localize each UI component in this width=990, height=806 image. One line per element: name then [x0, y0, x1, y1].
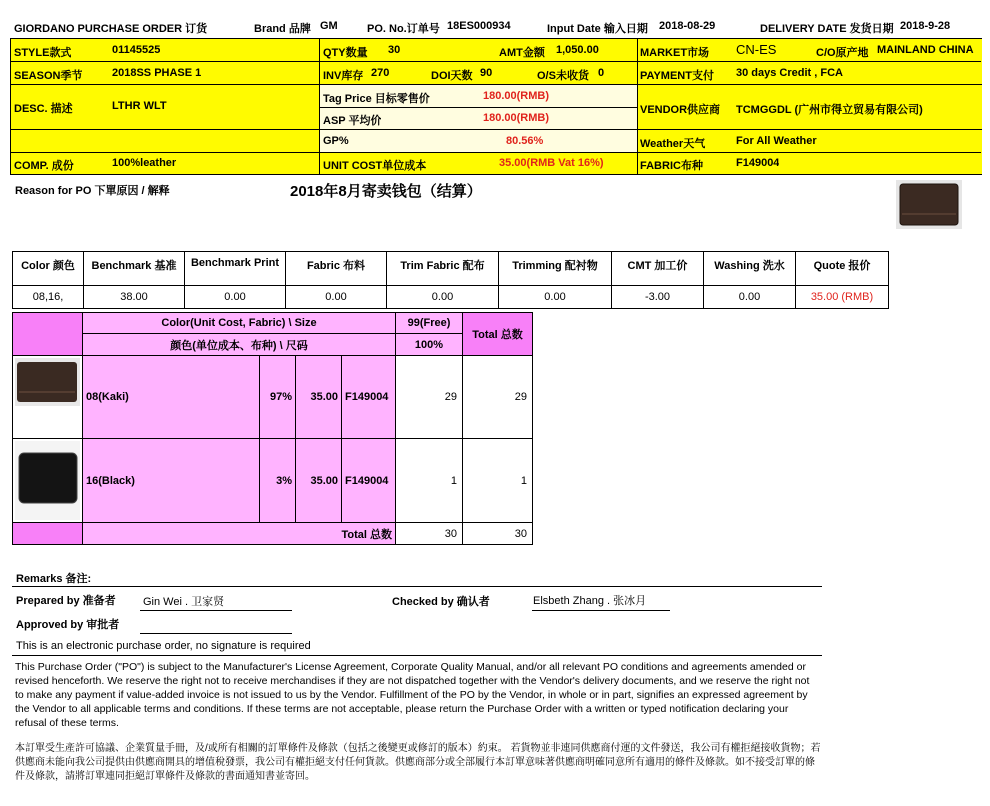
gp-label: GP% — [323, 135, 349, 147]
col-washing: Washing 洗水 — [704, 252, 796, 286]
electronic-note: This is an electronic purchase order, no signature is required — [16, 640, 311, 652]
cost-cmt: -3.00 — [612, 286, 704, 309]
total-row-blank — [12, 522, 83, 545]
desc-label: DESC. 描述 — [14, 103, 73, 115]
style-value: 01145525 — [112, 44, 161, 56]
origin-label: C/O原产地 — [816, 47, 869, 59]
gp-value: 80.56% — [506, 135, 544, 147]
po-number-label: PO. No.订单号 — [367, 23, 440, 35]
row1-image-cell — [12, 355, 83, 439]
market-label: MARKET市场 — [640, 47, 710, 59]
inv-value: 270 — [371, 67, 390, 79]
po-number-value: 18ES000934 — [447, 20, 511, 32]
cost-quote: 35.00 (RMB) — [796, 286, 889, 309]
terms-english: This Purchase Order ("PO") is subject to the Manufacturer's License Agreement, Corporate Quality Manual, and/or all relevant PO conditions and agreements amended or revised henceforth. We reserve the right not to receive merchandises if they are not dispatched together with the Vendor's delivery documents, and we reserve the right not to make any payment if value-added invoice is not issued to us by the Vendor. Fulfillment of the PO by the Vendor, in whole or in part, signifies an expressed agreement by the Vendor to all applicable terms and conditions. If these terms are not acceptable, please return the Purchase Order with a written or typed notification declaring your refusal of these terms. — [15, 661, 810, 729]
cost-trimming: 0.00 — [499, 286, 612, 309]
comp-value: 100%leather — [112, 157, 177, 169]
amt-label: AMT金额 — [499, 47, 545, 59]
tag-price-value: 180.00(RMB) — [483, 90, 550, 102]
po-description-title: 2018年8月寄卖钱包（结算） — [290, 183, 482, 200]
cost-color: 08,16, — [13, 286, 84, 309]
row2-pct: 3% — [259, 438, 296, 523]
header-color-size: Color(Unit Cost, Fabric) \ Size — [82, 312, 396, 334]
inv-label: INV库存 — [323, 70, 364, 82]
asp-value: 180.00(RMB) — [483, 112, 550, 124]
col-trimming: Trimming 配衬物 — [499, 252, 612, 286]
fabric-label: FABRIC布种 — [640, 160, 703, 172]
prepared-by-value: Gin Wei . 卫家贤 — [143, 596, 225, 608]
row1-pct: 97% — [259, 355, 296, 439]
unit-cost-label: UNIT COST单位成本 — [323, 160, 427, 172]
os-value: 0 — [598, 67, 605, 79]
row2-qty: 1 — [395, 438, 463, 523]
row2-total: 1 — [462, 438, 533, 523]
approved-by-underline — [140, 633, 292, 634]
header-size-free: 99(Free) — [395, 312, 463, 334]
brand-value: GM — [320, 20, 338, 32]
row1-cost: 35.00 — [295, 355, 342, 439]
checked-by-label: Checked by 确认者 — [392, 596, 490, 608]
season-value: 2018SS PHASE 1 — [112, 67, 202, 79]
total-row-qty: 30 — [395, 522, 463, 545]
col-benchmark-print: Benchmark Print — [185, 252, 286, 286]
cost-fabric: 0.00 — [286, 286, 387, 309]
col-trim-fabric: Trim Fabric 配布 — [387, 252, 499, 286]
weather-value: For All Weather — [736, 135, 817, 147]
row1-total: 29 — [462, 355, 533, 439]
cost-benchmark-print: 0.00 — [185, 286, 286, 309]
header-color-size-cn: 颜色(单位成本、布种) \ 尺码 — [82, 333, 396, 356]
row2-fabric: F149004 — [341, 438, 396, 523]
delivery-date-label: DELIVERY DATE 发货日期 — [760, 23, 894, 35]
checked-by-underline — [532, 610, 670, 611]
checked-by-value: Elsbeth Zhang . 张冰月 — [533, 595, 647, 607]
wallet-black-image — [13, 439, 82, 522]
payment-value: 30 days Credit , FCA — [736, 67, 843, 79]
po-header — [14, 20, 974, 36]
payment-label: PAYMENT支付 — [640, 70, 714, 82]
po-title-header: GIORDANO PURCHASE ORDER 订货 — [14, 23, 208, 35]
market-value: CN-ES — [736, 42, 777, 57]
os-label: O/S未收货 — [537, 70, 589, 82]
reason-label: Reason for PO 下單原因 / 解释 — [15, 185, 170, 197]
comp-label: COMP. 成份 — [14, 160, 74, 172]
row1-qty: 29 — [395, 355, 463, 439]
row1-color: 08(Kaki) — [82, 355, 260, 439]
row2-cost: 35.00 — [295, 438, 342, 523]
total-row-total: 30 — [462, 522, 533, 545]
season-label: SEASON季节 — [14, 70, 83, 82]
remarks-divider — [12, 586, 822, 587]
col-fabric: Fabric 布料 — [286, 252, 387, 286]
amt-value: 1,050.00 — [556, 44, 599, 56]
cost-benchmark: 38.00 — [84, 286, 185, 309]
col-benchmark: Benchmark 基准 — [84, 252, 185, 286]
input-date-value: 2018-08-29 — [659, 20, 716, 32]
col-cmt: CMT 加工价 — [612, 252, 704, 286]
doi-label: DOI天数 — [431, 70, 473, 82]
col-quote: Quote 报价 — [796, 252, 889, 286]
wallet-kaki-image — [13, 356, 82, 438]
tag-price-label: Tag Price 目标零售价 — [323, 93, 430, 105]
brand-label: Brand 品牌 — [254, 23, 311, 35]
row1-fabric: F149004 — [341, 355, 396, 439]
info-grid — [10, 38, 982, 175]
doi-value: 90 — [480, 67, 493, 79]
header-total: Total 总数 — [462, 312, 533, 356]
fabric-value: F149004 — [736, 157, 780, 169]
style-label: STYLE款式 — [14, 47, 72, 59]
remarks-label: Remarks 备注: — [16, 573, 92, 585]
origin-value: MAINLAND CHINA — [877, 44, 974, 56]
cost-breakdown-table — [12, 251, 889, 309]
color-size-table — [12, 312, 533, 545]
qty-label: QTY数量 — [323, 47, 368, 59]
cost-washing: 0.00 — [704, 286, 796, 309]
cost-trim-fabric: 0.00 — [387, 286, 499, 309]
vendor-label: VENDOR供应商 — [640, 104, 721, 116]
vendor-value: TCMGGDL (广州市得立贸易有限公司) — [736, 104, 923, 116]
delivery-date-value: 2018-9-28 — [900, 20, 951, 32]
input-date-label: Input Date 输入日期 — [547, 23, 648, 35]
qty-value: 30 — [388, 44, 401, 56]
row2-image-cell — [12, 438, 83, 523]
header-size-pct: 100% — [395, 333, 463, 356]
asp-label: ASP 平均价 — [323, 115, 382, 127]
terms-divider — [12, 655, 822, 656]
row2-color: 16(Black) — [82, 438, 260, 523]
prepared-by-underline — [140, 610, 292, 611]
col-color: Color 颜色 — [13, 252, 84, 286]
total-row-label: Total 总数 — [82, 522, 396, 545]
header-blank-cell — [12, 312, 83, 356]
unit-cost-value: 35.00(RMB Vat 16%) — [499, 157, 604, 169]
prepared-by-label: Prepared by 准备者 — [16, 595, 116, 607]
product-thumbnail — [896, 180, 962, 229]
terms-chinese: 本訂單受生產許可協議、企業質量手冊，及/或所有相關的訂單條件及條款（包括之後變更或修訂的版本）約束。 若貨物並非連同供應商付運的文件發送，我公司有權拒絕接收貨物；若供應商未能向我公司提供由供應商開具的增值稅發票，我公司有權拒絕支付任何貨款。供應商部分或全部履行本訂單意味著供應商明確同意所有適用的條件及條款。如不接受訂單的條件及條款，請將訂單連同拒絕訂單條件及條款的書面通知書並寄回。 — [15, 743, 821, 782]
weather-label: Weather天气 — [640, 138, 706, 150]
approved-by-label: Approved by 审批者 — [16, 619, 120, 631]
desc-value: LTHR WLT — [112, 100, 167, 112]
